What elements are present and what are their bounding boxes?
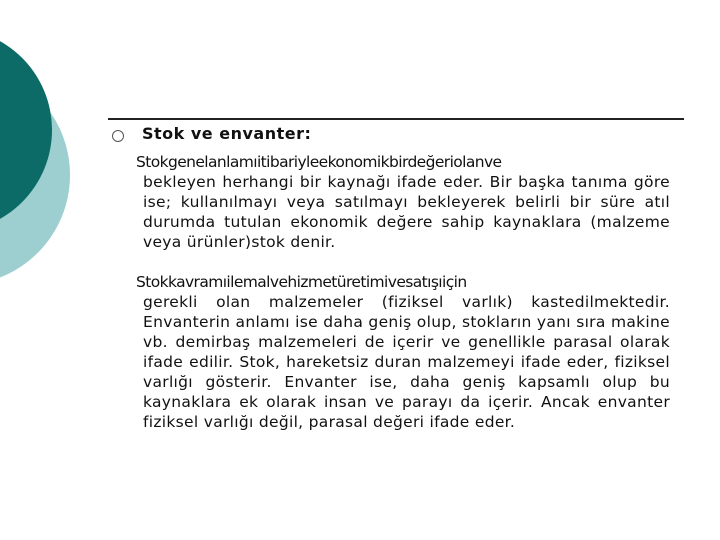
- title-divider: [108, 118, 684, 120]
- slide-heading: Stok ve envanter:: [142, 124, 312, 143]
- paragraph-inventory-definition: [136, 272, 670, 432]
- bullet-circle-icon: [112, 130, 124, 142]
- decorative-circles: [0, 0, 120, 300]
- paragraph-body: bekleyen herhangi bir kaynağı ifade eder. Bir başka tanıma göre ise; kullanılmayı veya satılmayı bekleyerek belirli bir süre atıl durumda tutulan ekonomik değere sahip kaynaklara (malzeme veya ürünler)stok denir.: [143, 173, 670, 251]
- paragraph-first-line: Stokgenelanlamıitibariyleekonomikbirdeğeriolanve: [136, 153, 502, 171]
- paragraph-first-line: Stokkavramıilemalvehizmetüretimivesatışıiçin: [136, 273, 467, 291]
- paragraph-stock-definition: [136, 152, 670, 252]
- paragraph-body: gerekli olan malzemeler (fiziksel varlık) kastedilmektedir. Envanterin anlamı ise daha geniş olup, stokların yanı sıra makine vb. demirbaş malzemeleri de içerir ve genellikle parasal olarak ifade edilir. Stok, hareketsiz duran malzemeyi ifade eder, fiziksel varlığı gösterir. Envanter ise, daha geniş kapsamlı olup bu kaynaklara ek olarak insan ve parayı da içerir. Ancak envanter fiziksel varlığı değil, parasal değeri ifade eder.: [143, 293, 670, 431]
